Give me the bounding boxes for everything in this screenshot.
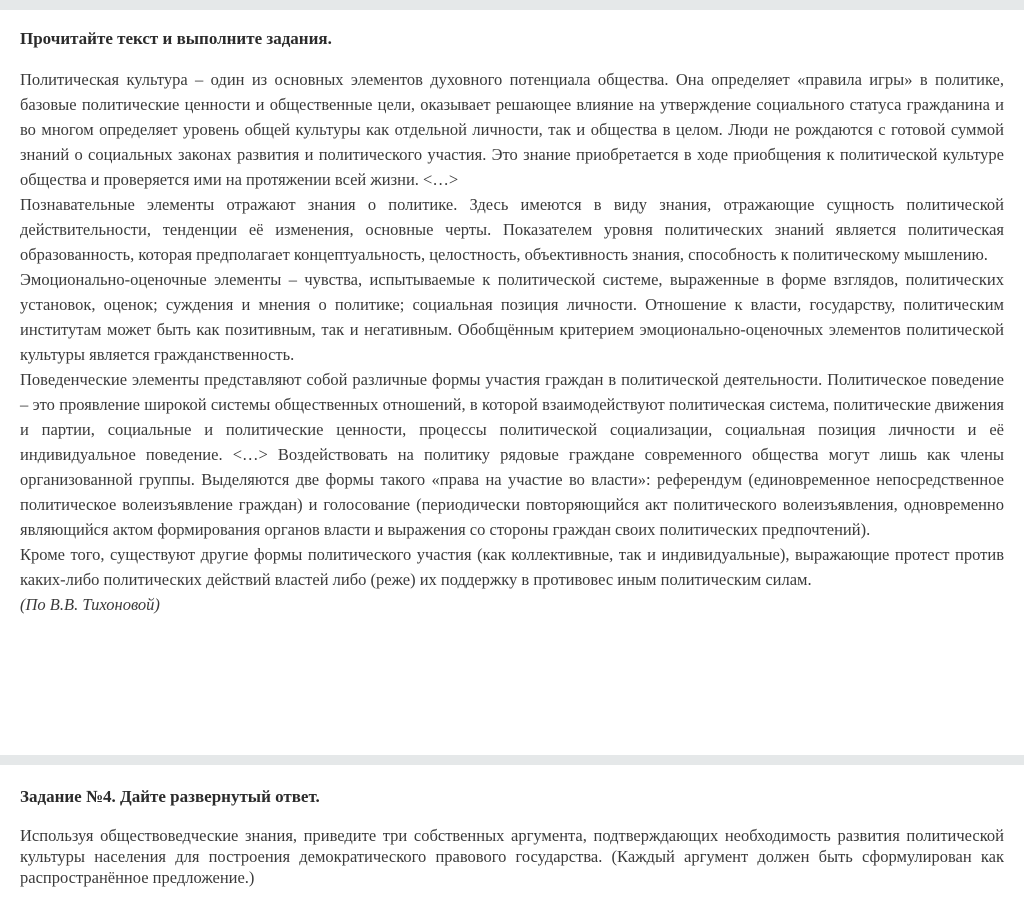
task-body: Используя обществоведческие знания, приведите три собственных аргумента, подтверждающих необходимость развития политической культуры населения для построения демократического правового государства. (Каждый аргумент должен быть сформулирован как распространённое предложение.): [20, 826, 1004, 887]
task-heading: Задание №4. Дайте развернутый ответ.: [20, 787, 320, 806]
reading-panel: [0, 10, 1024, 755]
reading-paragraph-1: Политическая культура – один из основных элементов духовного потенциала общества. Она определяет «правила игры» в политике, базовые политические ценности и общественные цели, оказывает решающее влияние на утверждение социального статуса гражданина и во многом определяет уровень общей культуры как отдельной личности, так и общества в целом. Люди не рождаются с готовой суммой знаний о социальных законах развития и политического участия. Это знание приобретается в ходе приобщения к политической культуре общества и проверяется ими на протяжении всей жизни. <…>: [20, 70, 1004, 189]
task-panel: [0, 765, 1024, 916]
reading-paragraph-3: Эмоционально-оценочные элементы – чувства, испытываемые к политической системе, выраженные в форме взглядов, политических установок, оценок; суждения и мнения о политике; социальная позиция личности. Отношение к власти, государству, политическим институтам может быть как позитивным, так и негативным. Обобщённым критерием эмоционально-оценочных элементов политической культуры является гражданственность.: [20, 270, 1004, 364]
reading-paragraph-2: Познавательные элементы отражают знания о политике. Здесь имеются в виду знания, отражающие сущность политической действительности, тенденции её изменения, основные черты. Показателем уровня политических знаний является политическая образованность, которая предполагает концептуальность, целостность, объективность знания, способность к политическому мышлению.: [20, 195, 1004, 264]
reading-paragraph-5: Кроме того, существуют другие формы политического участия (как коллективные, так и индивидуальные), выражающие протест против каких-либо политических действий властей либо (реже) их поддержку в противовес иным политическим силам.: [20, 545, 1004, 589]
section-divider: [0, 755, 1024, 765]
reading-source: (По В.В. Тихоновой): [20, 595, 160, 614]
top-strip: [0, 0, 1024, 10]
reading-heading: Прочитайте текст и выполните задания.: [20, 29, 332, 48]
reading-paragraph-4: Поведенческие элементы представляют собой различные формы участия граждан в политической деятельности. Политическое поведение – это проявление широкой системы общественных отношений, в которой взаимодействуют политическая система, политические движения и партии, социальные и политические ценности, процессы политической социализации, социальная позиция личности и её индивидуальное поведение. <…> Воздействовать на политику рядовые граждане современного общества могут лишь как члены организованной группы. Выделяются две формы такого «права на участие во власти»: референдум (единовременное непосредственное политическое волеизъявление граждан) и голосование (периодически повторяющийся акт политического волеизъявления, одновременно являющийся актом формирования органов власти и выражения со стороны граждан своих политических предпочтений).: [20, 370, 1004, 539]
